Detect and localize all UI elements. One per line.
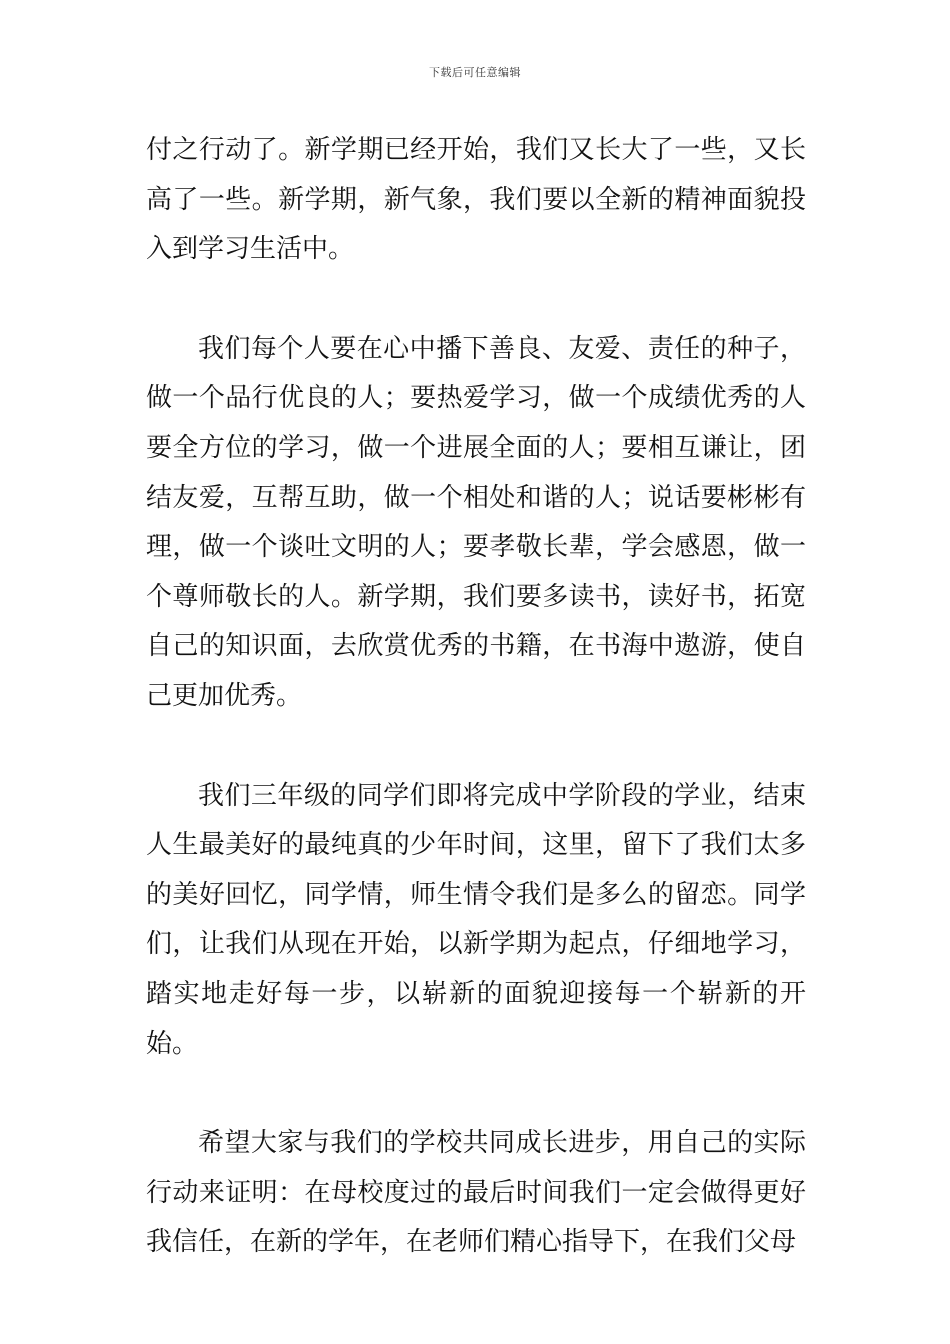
- document-body: [146, 126, 806, 1268]
- paragraph-gap: [146, 275, 806, 325]
- paragraph-1: 付之行动了。新学期已经开始，我们又长大了一些，又长高了一些。新学期，新气象，我们要以全新的精神面貌投入到学习生活中。: [146, 135, 806, 265]
- paragraph-3: 我们三年级的同学们即将完成中学阶段的学业，结束人生最美好的最纯真的少年时间，这里，留下了我们太多的美好回忆，同学情，师生情令我们是多么的留恋。同学们，让我们从现在开始，以新学期为起点，仔细地学习，踏实地走好每一步，以崭新的面貌迎接每一个崭新的开始。: [146, 780, 806, 1059]
- paragraph-gap: [146, 1069, 806, 1119]
- paragraph-2: 我们每个人要在心中播下善良、友爱、责任的种子，做一个品行优良的人；要热爱学习，做一个成绩优秀的人要全方位的学习，做一个进展全面的人；要相互谦让，团结友爱，互帮互助，做一个相处和谐的人；说话要彬彬有理，做一个谈吐文明的人；要孝敬长辈，学会感恩，做一个尊师敬长的人。新学期，我们要多读书，读好书，拓宽自己的知识面，去欣赏优秀的书籍，在书海中遨游，使自己更加优秀。: [146, 333, 806, 711]
- paragraph-4: 希望大家与我们的学校共同成长进步，用自己的实际行动来证明：在母校度过的最后时间我们一定会做得更好我信任，在新的学年，在老师们精心指导下，在我们父母: [146, 1128, 806, 1258]
- paragraph-gap: [146, 722, 806, 772]
- page-header-note: 下载后可任意编辑: [429, 66, 521, 79]
